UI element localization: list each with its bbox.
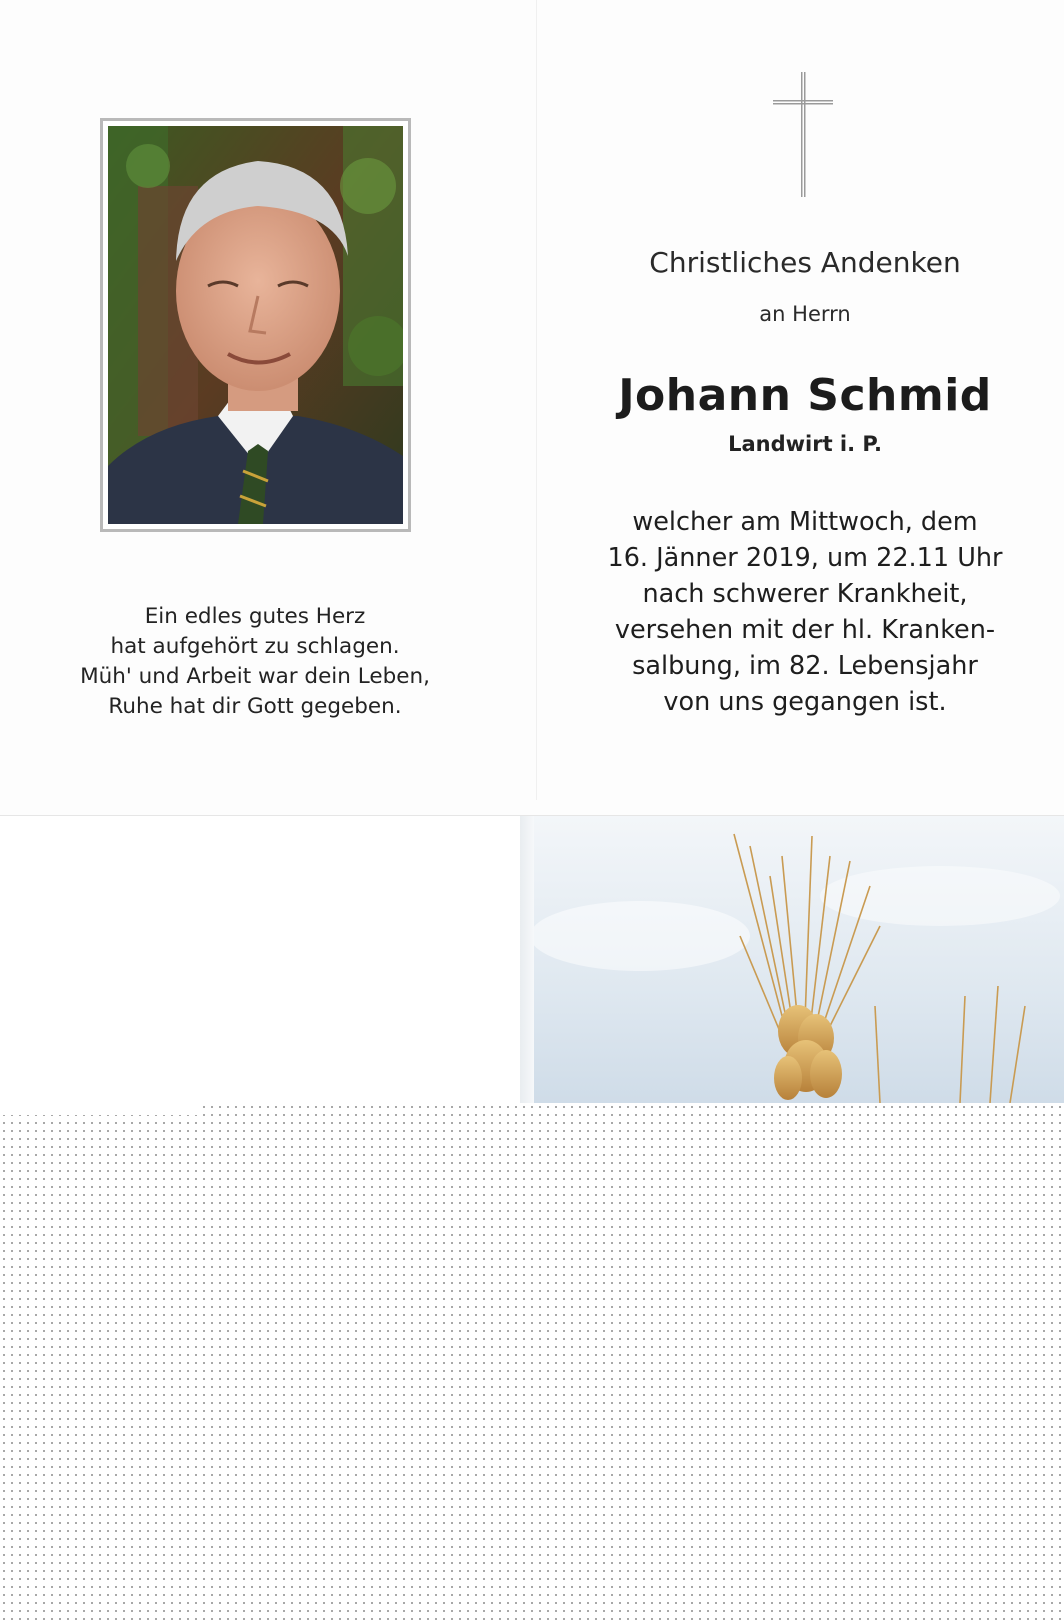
verse-line: Ruhe hat dir Gott gegeben. [108, 694, 402, 719]
obituary-line: versehen mit der hl. Kranken- [614, 615, 996, 645]
card-salutation: an Herrn [759, 302, 851, 326]
wheat-photo [520, 816, 1064, 1103]
cross-icon [773, 72, 833, 197]
verse-line: Ein edles gutes Herz [144, 604, 366, 629]
obituary-line: salbung, im 82. Lebensjahr [632, 651, 978, 681]
card-heading: Christliches Andenken [649, 246, 961, 279]
obituary-line: welcher am Mittwoch, dem [632, 507, 978, 537]
obituary-line: 16. Jänner 2019, um 22.11 Uhr [607, 543, 1003, 573]
obituary-line: von uns gegangen ist. [663, 687, 947, 717]
portrait-photo [108, 126, 403, 524]
memorial-verse [60, 602, 450, 722]
dotted-obscured-area [0, 1103, 1064, 1624]
obituary-text [590, 504, 1020, 720]
deceased-name: Johann Schmid [618, 370, 992, 421]
verse-line: Müh' und Arbeit war dein Leben, [80, 664, 430, 689]
photo-left-edge [520, 816, 534, 1103]
obituary-line: nach schwerer Krankheit, [642, 579, 968, 609]
verse-line: hat aufgehört zu schlagen. [110, 634, 400, 659]
portrait-frame [100, 118, 411, 532]
dotted-area-notch [0, 1103, 200, 1115]
deceased-occupation: Landwirt i. P. [728, 432, 882, 456]
card-fold-line [536, 0, 537, 800]
